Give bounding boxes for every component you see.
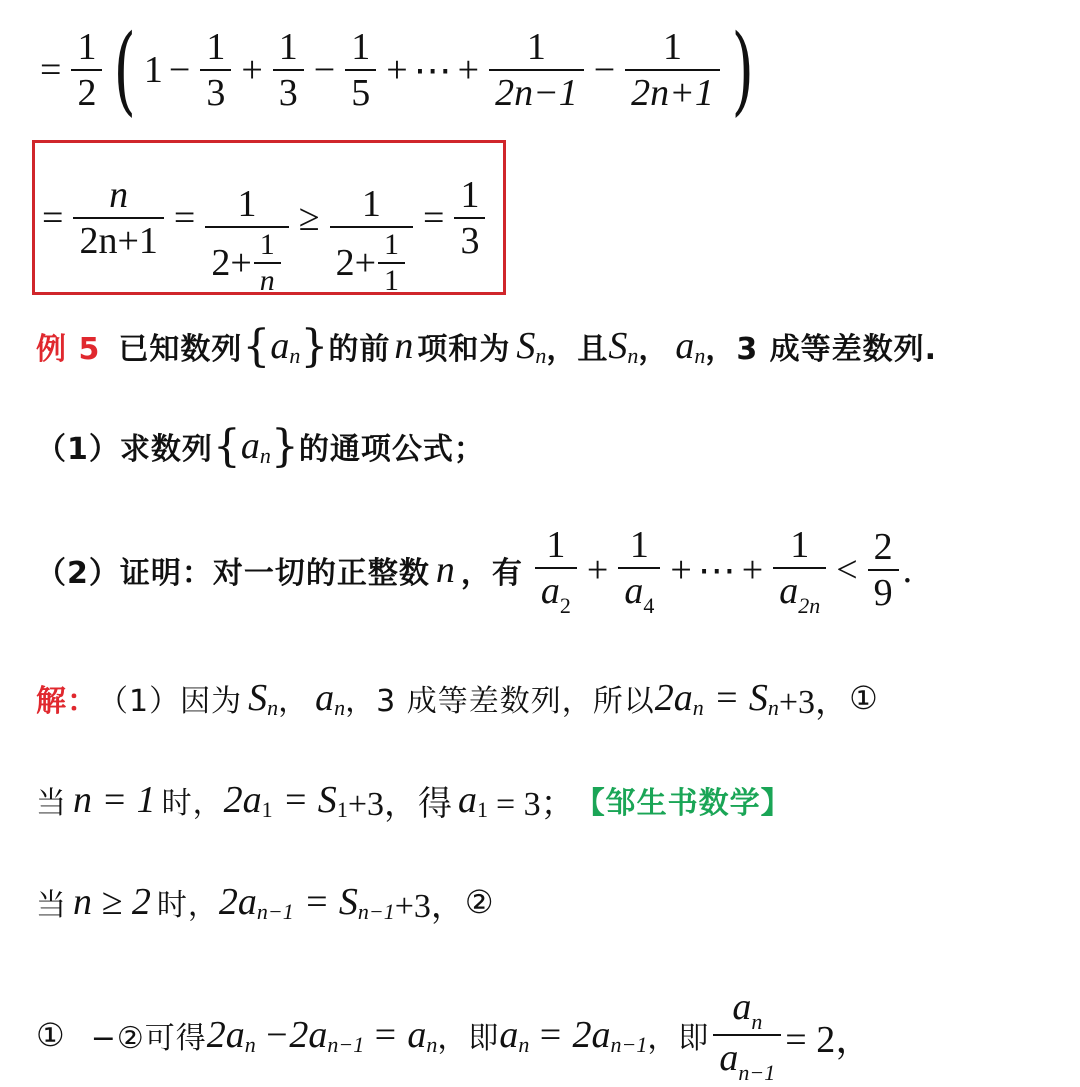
fraction-1-5: $\frac{1}{5}$ xyxy=(345,25,376,115)
solution-line-2: 当 n = 1 时， 2a 1 = S 1 +3，得 a 1 = 3； 【邹生书数学】 xyxy=(36,779,792,823)
solution-label: 解： xyxy=(36,684,98,719)
fraction-half: $\frac{1}{2}$ xyxy=(71,25,102,115)
formula-line-boxed: = $\frac{n}{2n+1}$ = 1 2+ $\frac{1}{n}$ ≥ 1 2+ $\frac{1}{1}$ = $\frac{1}{3}$ xyxy=(36,148,489,288)
fraction-an-over-an-1: $\frac{a_n}{a_{n-1}}$ xyxy=(713,985,781,1085)
example-label: 例 5 xyxy=(36,332,101,367)
solution-line-4: ① −②可得 2a n −2a n−1 = a n ，即 a n = 2a n−1 ，即 $\frac{a_n}{a_{n-1}}$ = 2， xyxy=(36,986,874,1085)
fraction-1-over-2+1/n: 1 2+ $\frac{1}{n}$ xyxy=(205,182,288,298)
right-paren: ) xyxy=(731,14,754,126)
fraction-2n+1: $\frac{1}{2n+1}$ xyxy=(625,25,720,115)
example-5-statement: 例 5 已知数列 { a n } 的前 n 项和为 S n ，且 S n ， a n ，3 成等差数列. xyxy=(36,320,938,372)
fraction-1-over-a4: $\frac{1}{a_4}$ xyxy=(618,523,660,618)
fraction-2-9: $\frac{2}{9}$ xyxy=(868,525,899,615)
left-paren: ( xyxy=(113,14,137,126)
equals-sign: = xyxy=(40,49,62,91)
fraction-2n-1: $\frac{1}{2n-1}$ xyxy=(489,25,584,115)
fraction-1-over-a2: $\frac{1}{a_2}$ xyxy=(535,523,577,618)
equation-marker-1b: ① xyxy=(36,1016,65,1054)
fraction-n-over-2n+1: $\frac{n}{2n+1}$ xyxy=(73,173,163,263)
part-2-question: （2）证明：对一切的正整数 n ，有 $\frac{1}{a_2}$ + $\frac{1}{a_4}$ + ⋯ + $\frac{1}{a_{2n}}$ < $\frac{2}{9}$ . xyxy=(36,523,913,618)
watermark-label: 【邹生书数学】 xyxy=(574,786,792,821)
fraction-1-3-result: $\frac{1}{3}$ xyxy=(454,173,485,263)
equation-marker-2: ② xyxy=(464,883,494,921)
equation-marker-1: ① xyxy=(849,679,878,717)
term-one: 1 xyxy=(143,49,163,91)
solution-line-3: 当 n ≥ 2 时， 2a n−1 = S n−1 +3， ② xyxy=(36,881,494,925)
formula-line-1: = $\frac{1}{2}$ ( 1 − $\frac{1}{3}$ + $\frac{1}{3}$ − $\frac{1}{5}$ + ⋯ + $\frac{1}{2n-1}$ − $\frac{1}{2n+1}$ ) xyxy=(40,14,754,126)
part-1-question: （1）求数列 { a n } 的通项公式； xyxy=(36,420,485,472)
solution-line-1: 解： （1）因为 S n ， a n ，3 成等差数列，所以 2a n = S n +3， ① xyxy=(36,677,878,721)
fraction-1-3: $\frac{1}{3}$ xyxy=(200,25,231,115)
fraction-1-3b: $\frac{1}{3}$ xyxy=(273,25,304,115)
fraction-1-over-2+1/1: 1 2+ $\frac{1}{1}$ xyxy=(330,182,413,298)
fraction-1-over-a2n: $\frac{1}{a_{2n}}$ xyxy=(773,523,826,618)
